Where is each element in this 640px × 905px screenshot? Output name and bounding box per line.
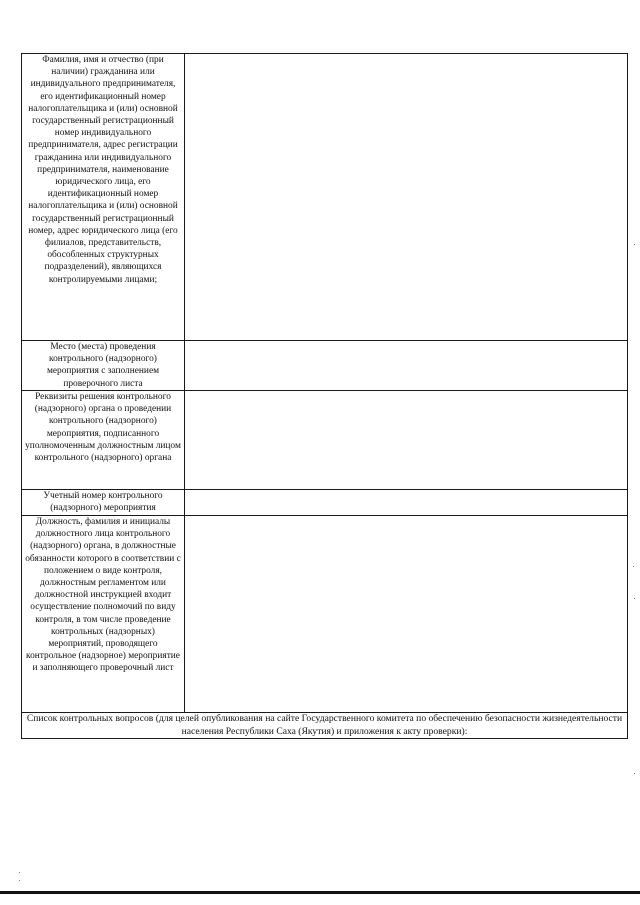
row-label-decision-details (22, 391, 185, 490)
table-row (22, 391, 628, 490)
row-value-official (185, 516, 628, 713)
table-row (22, 54, 628, 341)
table-row (22, 516, 628, 713)
scan-speck (634, 773, 635, 774)
row-value-record-number (185, 490, 628, 516)
row-label-record-number (22, 490, 185, 516)
scan-speck (19, 872, 20, 873)
scan-speck (634, 244, 635, 245)
row-value-decision-details (185, 391, 628, 490)
scan-bottom-edge (0, 891, 640, 894)
scan-speck (19, 880, 20, 881)
checklist-questions-heading: Список контрольных вопросов (для целей опубликования на сайте Государственного комитета по обеспечению безопасности жизнедеятельности населения Республики Саха (Якутия) и приложения к акту проверки): (22, 713, 628, 739)
row-label-controlled-person (22, 54, 185, 341)
row-label-official (22, 516, 185, 713)
inspection-details-table (21, 53, 628, 739)
row-value-inspection-place (185, 341, 628, 391)
row-label-text: Должность, фамилия и инициалы должностного лица контрольного (надзорного) органа, в должностные обязанности которого в соответствии с положением о виде контроля, должностным регламентом или должностной инструкцией входит осуществление полномочий по виду контроля, в том числе проведение контрольных (надзорных) мероприятий, проводящего контрольное (надзорное) мероприятие и заполняющего проверочный лист (25, 517, 181, 674)
row-label-text: Учетный номер контрольного (надзорного) мероприятия (43, 491, 163, 514)
row-label-inspection-place (22, 341, 185, 391)
table-row (22, 490, 628, 516)
table-row (22, 713, 628, 739)
table-row (22, 341, 628, 391)
scan-speck (634, 598, 635, 599)
row-value-controlled-person (185, 54, 628, 341)
row-label-text: Место (места) проведения контрольного (надзорного) мероприятия с заполнением проверочного листа (46, 342, 160, 389)
scan-speck (633, 566, 634, 567)
row-label-text: Фамилия, имя и отчество (при наличии) гражданина или индивидуального предпринимателя, его идентификационный номер налогоплательщика и (или) основной государственный регистрационный номер индивидуального предпринимателя, адрес регистрации гражданина или индивидуального предпринимателя, наименование юридического лица, его идентификационный номер налогоплательщика и (или) основной государственный регистрационный номер, адрес юридического лица (его филиалов, представительств, обособленных структурных подразделений), являющихся контролируемыми лицами; (28, 55, 178, 285)
row-label-text: Реквизиты решения контрольного (надзорного) органа о проведении контрольного (надзорного) мероприятия, подписанного уполномоченным должностным лицом контрольного (надзорного) органа (25, 392, 181, 464)
